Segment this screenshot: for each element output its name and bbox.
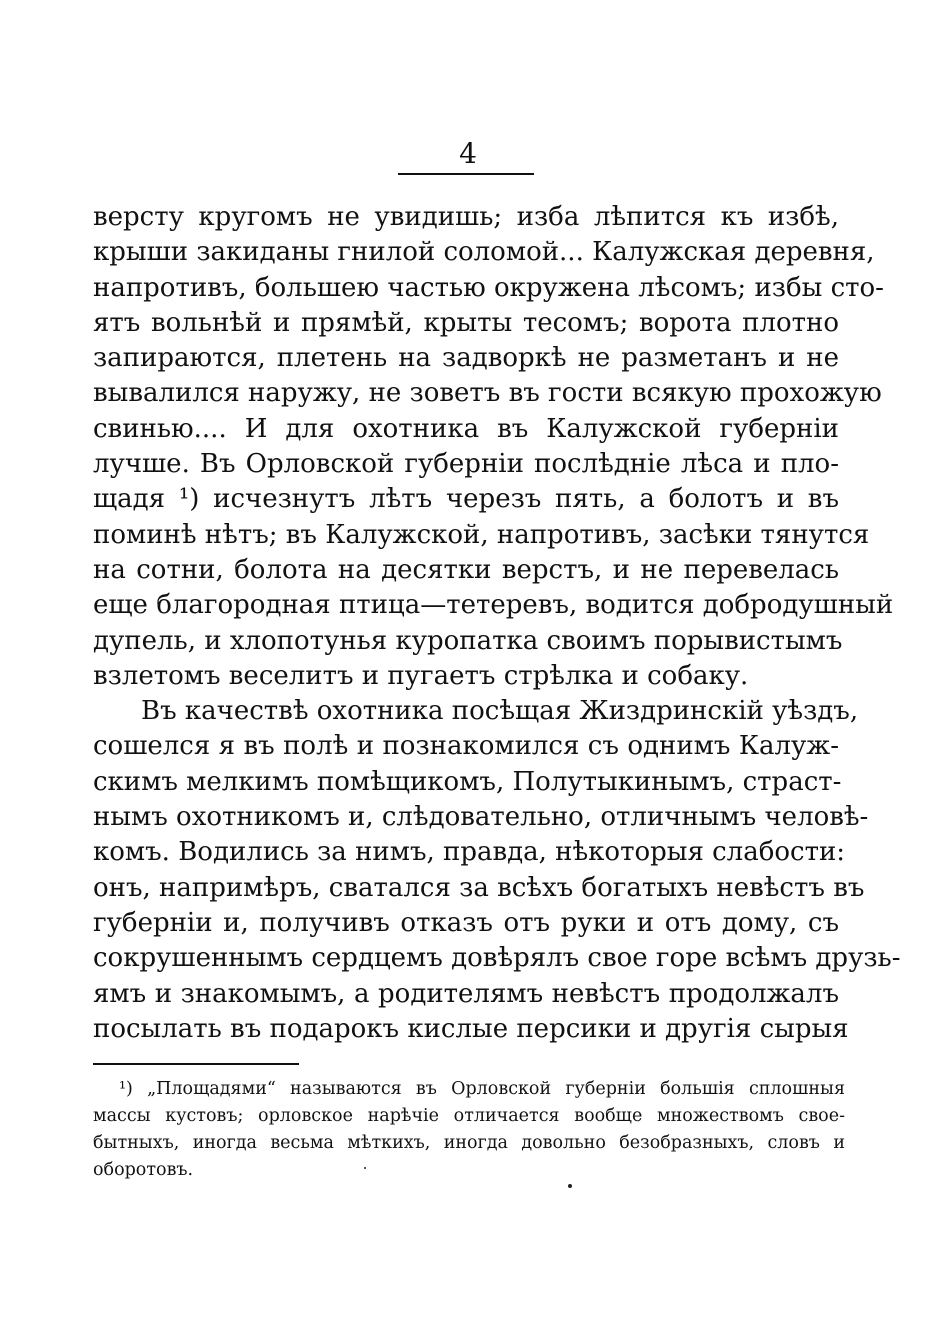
text-line: дупель, и хлопотунья куропатка своимъ порывистымъ [93, 625, 843, 656]
text-line: сокрушеннымъ сердцемъ довѣрялъ свое горе всѣмъ друзь- [93, 943, 901, 974]
text-line: Въ качествѣ охотника посѣщая Жиздринскій уѣздъ, [141, 696, 859, 727]
text-line: еще благородная птица—тетеревъ, водится добродушный [93, 590, 894, 621]
print-speck [364, 1167, 366, 1169]
header-rule [398, 173, 534, 175]
footnote-line: бытныхъ, иногда весьма мѣткихъ, иногда довольно безобразныхъ, словъ и [93, 1133, 845, 1153]
text-line: посылать въ подарокъ кислые персики и другія сырыя [93, 1013, 849, 1044]
text-line: ятъ вольнѣй и прямѣй, крыты тесомъ; ворота плотно [93, 307, 839, 338]
footnote-line: ¹) „Площадями“ называются въ Орловской губерніи большія сплошныя [119, 1079, 845, 1099]
footnote-line: массы кустовъ; орловское нарѣчіе отличается вообще множествомъ свое- [93, 1106, 845, 1126]
text-line: версту кругомъ не увидишь; изба лѣпится къ избѣ, [93, 202, 839, 232]
text-line: на сотни, болота на десятки верстъ, и не перевелась [93, 554, 839, 585]
text-line: нымъ охотникомъ и, слѣдовательно, отличнымъ человѣ- [93, 802, 869, 833]
footnote-line: оборотовъ. [93, 1160, 194, 1180]
text-line: поминѣ нѣтъ; въ Калужской, напротивъ, засѣки тянутся [93, 519, 870, 550]
page-number: 4 [459, 137, 477, 170]
text-line: крыши закиданы гнилой соломой... Калужская деревня, [93, 237, 875, 268]
text-line: напротивъ, большею частью окружена лѣсомъ; избы сто- [93, 272, 884, 303]
footnote-rule [93, 1063, 299, 1065]
text-line: вывалился наружу, не зоветъ въ гости всякую прохожую [93, 378, 882, 409]
text-line: щадя ¹) исчезнутъ лѣтъ черезъ пять, а болотъ и въ [93, 484, 839, 515]
text-line: комъ. Водились за нимъ, правда, нѣкоторыя слабости: [93, 837, 846, 868]
text-line: лучше. Въ Орловской губерніи послѣдніе лѣса и пло- [93, 449, 839, 480]
text-line: ямъ и знакомымъ, а родителямъ невѣстъ продолжалъ [93, 978, 839, 1009]
text-line: взлетомъ веселитъ и пугаетъ стрѣлка и собаку. [93, 660, 749, 691]
body-text [93, 200, 901, 1047]
text-line: сошелся я въ полѣ и познакомился съ однимъ Калуж- [93, 731, 839, 762]
text-line: свинью.... И для охотника въ Калужской губерніи [93, 413, 839, 444]
text-line: скимъ мелкимъ помѣщикомъ, Полутыкинымъ, страст- [93, 766, 842, 797]
text-line: губерніи и, получивъ отказъ отъ руки и отъ дому, съ [93, 907, 839, 938]
text-line: запираются, плетень на задворкѣ не разметанъ и не [93, 343, 839, 374]
print-speck [568, 1184, 572, 1188]
text-line: онъ, напримѣръ, сватался за всѣхъ богатыхъ невѣстъ въ [93, 872, 865, 903]
footnotes [93, 1076, 845, 1184]
